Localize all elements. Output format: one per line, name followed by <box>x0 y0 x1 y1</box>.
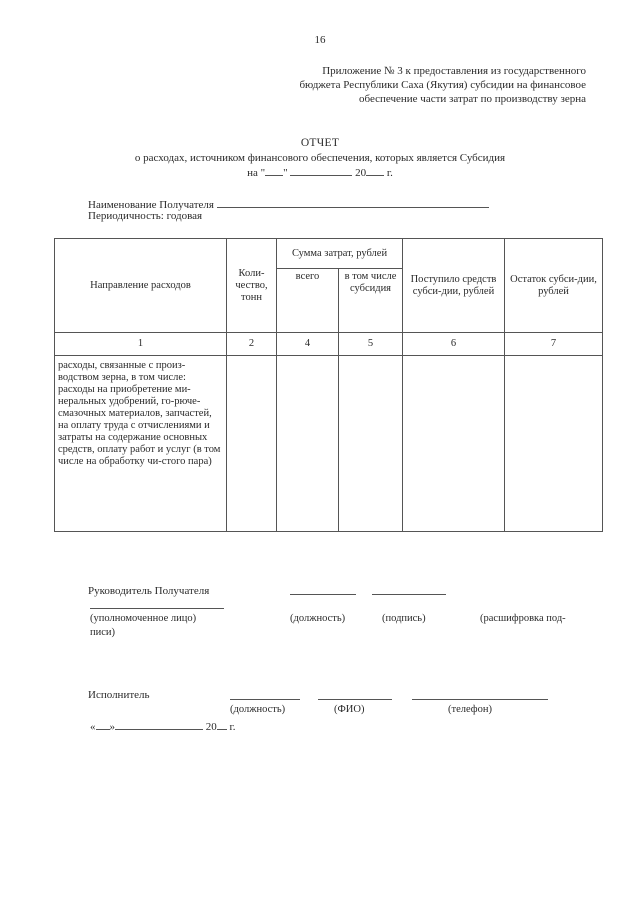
exec-day-blank[interactable] <box>96 719 110 730</box>
executor-fio-label: (ФИО) <box>334 704 365 715</box>
report-date-line <box>0 165 640 179</box>
header-quantity: Коли-чество, тонн <box>227 239 277 333</box>
head-signature-blank[interactable] <box>372 594 446 595</box>
total-cell[interactable] <box>277 356 339 532</box>
subsidy-cell[interactable] <box>339 356 403 532</box>
head-label: Руководитель Получателя <box>88 585 210 597</box>
authorized-blank[interactable] <box>90 608 224 609</box>
header-remainder: Остаток субси-дии, рублей <box>505 239 603 333</box>
exec-year-blank[interactable] <box>217 719 227 730</box>
column-number: 5 <box>339 333 403 356</box>
head-position-blank[interactable] <box>290 594 356 595</box>
report-title: ОТЧЕТ <box>300 137 340 149</box>
head-decode-label-cont: писи) <box>90 627 116 638</box>
column-number: 1 <box>55 333 227 356</box>
executor-position-label: (должность) <box>230 704 286 715</box>
exec-date-year: 20 <box>205 721 217 733</box>
head-signature-label: (подпись) <box>382 613 426 624</box>
appendix-line-3: обеспечение части затрат по производству зерна <box>359 93 586 105</box>
expense-row-description: расходы, связанные с произ-водством зерна, в том числе: расходы на приобретение ми-неральных удобрений, го-рюче-смазочных материалов, запчастей, на оплату труда с отчислениями и затраты на содержание основных средств, оплату работ и услуг (в том числе на обработку чи-стого пара) <box>55 356 227 532</box>
remainder-cell[interactable] <box>505 356 603 532</box>
date-close-quote: » <box>109 721 115 733</box>
column-number: 4 <box>277 333 339 356</box>
executor-label: Исполнитель <box>88 689 150 701</box>
column-number: 7 <box>505 333 603 356</box>
executor-fio-blank[interactable] <box>318 699 392 700</box>
recipient-blank[interactable] <box>217 197 489 208</box>
column-number: 6 <box>403 333 505 356</box>
head-decode-label: (расшифровка под- <box>480 613 566 624</box>
periodicity: Периодичность: годовая <box>88 210 203 222</box>
appendix-header <box>226 64 586 106</box>
executor-phone-label: (телефон) <box>448 704 492 715</box>
date-prefix: на " <box>247 167 266 179</box>
exec-date-suffix: г. <box>229 721 236 733</box>
day-blank[interactable] <box>265 165 283 176</box>
head-position-label: (должность) <box>290 613 346 624</box>
recipient-field <box>88 197 489 211</box>
received-cell[interactable] <box>403 356 505 532</box>
page-number: 16 <box>314 34 326 46</box>
date-open-quote: « <box>90 721 96 733</box>
appendix-line-2: бюджета Республики Саха (Якутия) субсидии на финансовое <box>299 79 586 91</box>
date-mid: " <box>283 167 288 179</box>
exec-month-blank[interactable] <box>115 719 203 730</box>
date-suffix: г. <box>386 167 393 179</box>
quantity-cell[interactable] <box>227 356 277 532</box>
header-incl-subsidy: в том числе субсидия <box>339 269 403 333</box>
header-sum: Сумма затрат, рублей <box>277 239 403 269</box>
header-total: всего <box>277 269 339 333</box>
month-blank[interactable] <box>290 165 352 176</box>
header-direction: Направление расходов <box>55 239 227 333</box>
report-table <box>54 238 603 532</box>
recipient-label: Наименование Получателя <box>88 199 214 211</box>
appendix-line-1: Приложение № 3 к предоставления из государственного <box>322 65 586 77</box>
executor-position-blank[interactable] <box>230 699 300 700</box>
authorized-label: (уполномоченное лицо) <box>90 613 197 624</box>
executor-date-line <box>90 719 236 733</box>
report-subtitle: о расходах, источником финансового обеспечения, которых является Субсидия <box>134 152 506 164</box>
date-year-prefix: 20 <box>355 167 367 179</box>
executor-phone-blank[interactable] <box>412 699 548 700</box>
year-blank[interactable] <box>366 165 384 176</box>
header-received: Поступило средств субси-дии, рублей <box>403 239 505 333</box>
column-number: 2 <box>227 333 277 356</box>
